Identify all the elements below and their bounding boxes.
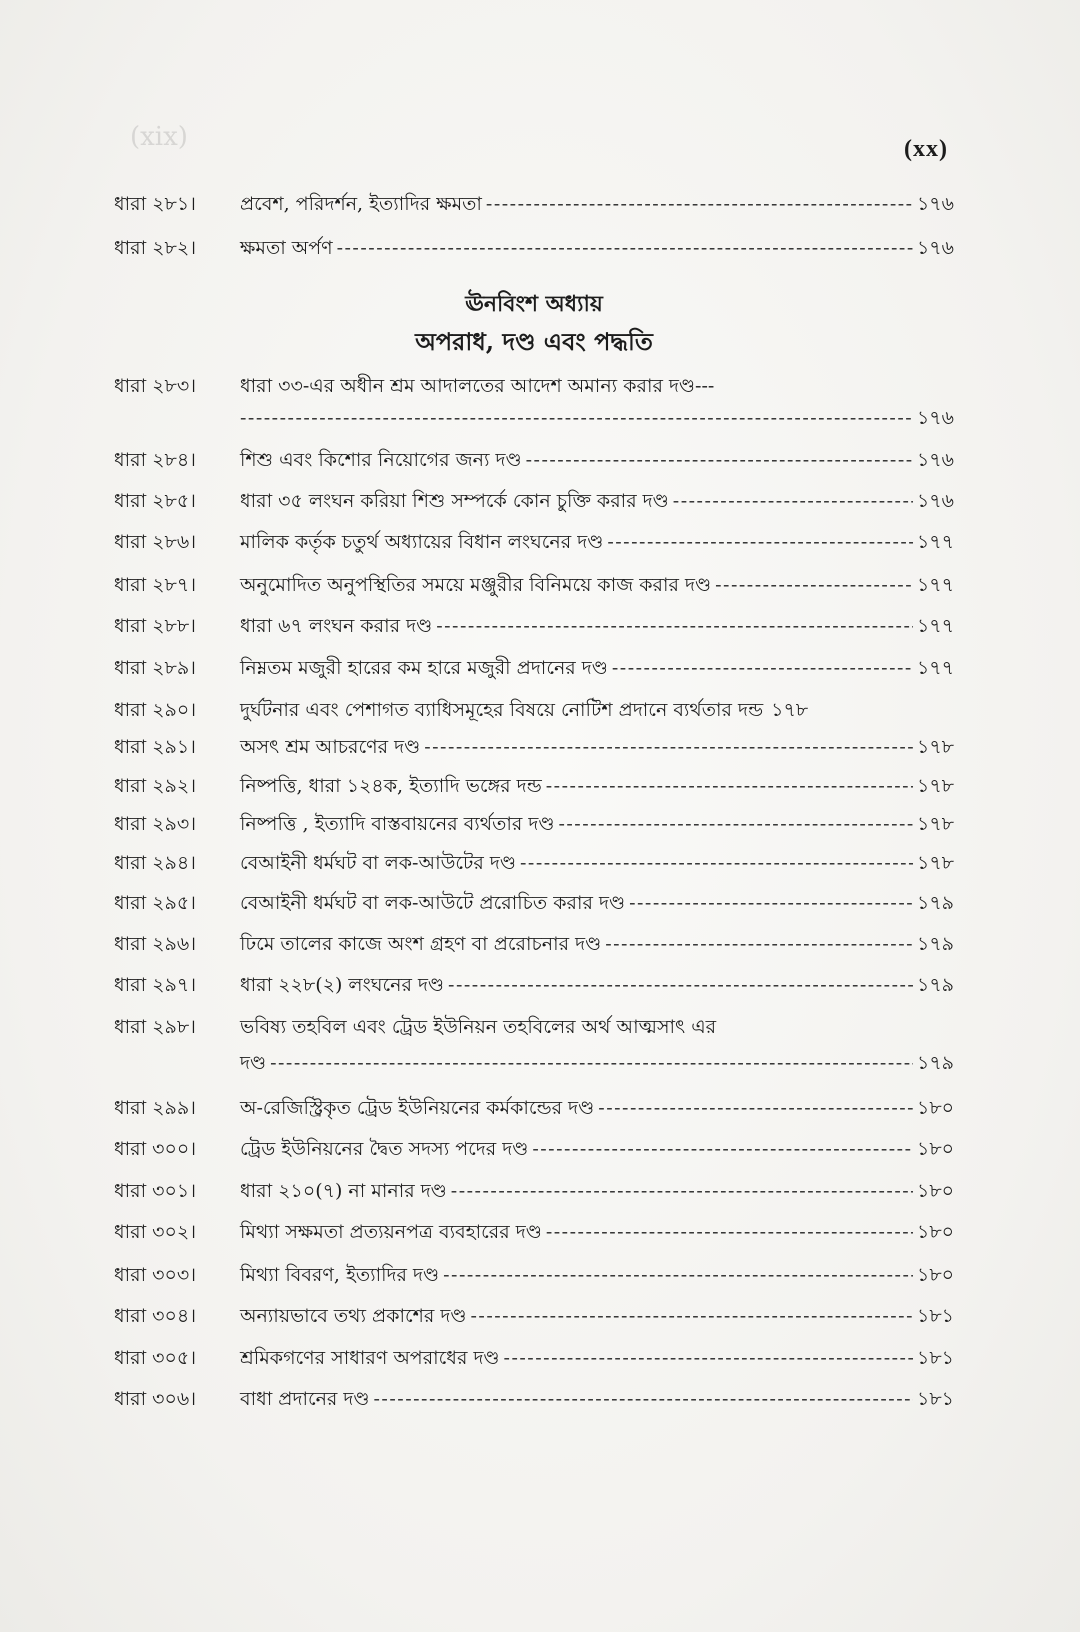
entry-title: মিথ্যা বিবরণ, ইত্যাদির দণ্ড: [240, 1264, 440, 1286]
entry-title: বেআইনী ধর্মঘট বা লক-আউটে প্ররোচিত করার দণ্ড: [240, 892, 626, 914]
toc-entry: [114, 571, 954, 603]
dot-leader: [673, 490, 913, 512]
chapter-title: অপরাধ, দণ্ড এবং পদ্ধতি: [415, 327, 653, 356]
toc-entry: [114, 612, 954, 644]
chapter-heading: ঊনবিংশ অধ্যায়: [465, 291, 603, 317]
section-number: ধারা ২৯২।: [114, 775, 196, 797]
entry-title: অন্যায়ভাবে তথ্য প্রকাশের দণ্ড: [240, 1305, 467, 1327]
section-number: ধারা ২৮৪।: [114, 449, 196, 471]
dot-leader: [443, 1264, 913, 1286]
toc-entry-continuation: [114, 1049, 954, 1081]
entry-title: ধারা ৬৭ লংঘন করার দণ্ড: [240, 615, 433, 637]
entry-page: ১৮০: [916, 1264, 954, 1286]
section-number: ধারা ২৯৫।: [114, 892, 196, 914]
entry-title: শিশু এবং কিশোর নিয়োগের জন্য দণ্ড: [240, 449, 522, 471]
toc-entry: [114, 234, 954, 266]
section-number: ধারা ৩০৬।: [114, 1388, 197, 1410]
toc-entry: [114, 190, 954, 222]
entry-title: নিষ্পত্তি , ইত্যাদি বাস্তবায়নের ব্যর্থতার দণ্ড: [240, 813, 555, 835]
section-number: ধারা ৩০২।: [114, 1221, 197, 1243]
section-number: ধারা ২৯৮।: [114, 1016, 196, 1038]
toc-entry: [114, 1218, 954, 1250]
dot-leader: [526, 449, 913, 471]
entry-title: মিথ্যা সক্ষমতা প্রত্যয়নপত্র ব্যবহারের দণ্ড: [240, 1221, 542, 1243]
toc-entry: [114, 1344, 954, 1376]
dot-leader: [240, 407, 913, 429]
section-number: ধারা ২৮৯।: [114, 657, 196, 679]
section-number: ধারা ২৯০।: [114, 699, 196, 721]
dot-leader: [470, 1305, 913, 1327]
dot-leader: [546, 1221, 913, 1243]
toc-entry: [114, 971, 954, 1003]
toc-entry-continuation: [114, 404, 954, 436]
section-number: ধারা ২৮৫।: [114, 490, 196, 512]
entry-page: ১৮১: [917, 1388, 954, 1410]
section-number: ধারা ২৯৩।: [114, 813, 196, 835]
entry-page: ১৭৭: [916, 531, 954, 553]
toc-entry: [114, 372, 954, 404]
toc-entry: [114, 1135, 954, 1167]
toc-entry: [114, 849, 954, 881]
entry-page: ১৭৬: [916, 193, 954, 215]
entry-page: ১৮১: [917, 1305, 954, 1327]
section-number: ধারা ২৮৭।: [114, 574, 196, 596]
entry-title: ধারা ২২৮(২) লংঘনের দণ্ড: [240, 974, 445, 996]
section-number: ধারা ২৮৩।: [114, 375, 196, 397]
entry-title: ধারা ৩৫ লংঘন করিয়া শিশু সম্পর্কে কোন চুক্তি করার দণ্ড: [240, 490, 669, 512]
entry-page: ১৭৮: [916, 813, 954, 835]
dot-leader: [605, 933, 913, 955]
toc-entry: [114, 446, 954, 478]
toc-entry: [114, 930, 954, 962]
entry-page: ১৭৬: [916, 449, 954, 471]
entry-title: অ-রেজিস্ট্রিকৃত ট্রেড ইউনিয়নের কর্মকান্ডের দণ্ড: [240, 1097, 595, 1119]
dot-leader: [337, 237, 913, 259]
entry-title: বেআইনী ধর্মঘট বা লক-আউটের দণ্ড: [240, 852, 516, 874]
entry-page: ১৭৯: [916, 1052, 954, 1074]
section-number: ধারা ২৮৮।: [114, 615, 196, 637]
entry-page: ১৭৬: [916, 490, 954, 512]
entry-page: ১৭৯: [916, 892, 954, 914]
section-number: ধারা ৩০১।: [114, 1180, 196, 1202]
entry-title: নিষ্পত্তি, ধারা ১২৪ক, ইত্যাদি ভঙ্গের দন্ড: [240, 775, 542, 797]
dot-leader: [598, 1097, 913, 1119]
section-number: ধারা ২৯৯।: [114, 1097, 196, 1119]
entry-page: ১৭৮: [916, 852, 954, 874]
dot-leader: [607, 531, 913, 553]
entry-title: ধারা ৩৩-এর অধীন শ্রম আদালতের আদেশ অমান্য করার দণ্ড---: [240, 375, 715, 397]
entry-title: শ্রমিকগণের সাধারণ অপরাধের দণ্ড: [240, 1347, 500, 1369]
section-number: ধারা ৩০৩।: [114, 1264, 197, 1286]
dot-leader: [424, 736, 913, 758]
entry-page: ১৭৯: [916, 933, 954, 955]
entry-title: মালিক কর্তৃক চতুর্থ অধ্যায়ের বিধান লংঘনের দণ্ড: [240, 531, 604, 553]
section-number: ধারা ২৯৬।: [114, 933, 196, 955]
entry-page: ১৭৮: [771, 699, 809, 721]
dot-leader: [520, 852, 913, 874]
entry-page: ১৭৭: [916, 574, 954, 596]
dot-leader: [436, 615, 913, 637]
dot-leader: [451, 1180, 913, 1202]
toc-entry: [114, 1261, 954, 1293]
entry-page: ১৭৯: [916, 974, 954, 996]
section-number: ধারা ২৯১।: [114, 736, 196, 758]
entry-title: ট্রেড ইউনিয়নের দ্বৈত সদস্য পদের দণ্ড: [240, 1138, 529, 1160]
toc-entry: [114, 1177, 954, 1209]
entry-title: অসৎ শ্রম আচরণের দণ্ড: [240, 736, 421, 758]
entry-title-continuation: দণ্ড: [240, 1052, 267, 1074]
dot-leader: [546, 775, 913, 797]
section-number: ধারা ২৮২।: [114, 237, 196, 259]
toc-entry: [114, 487, 954, 519]
entry-title: দুর্ঘটনার এবং পেশাগত ব্যাধিসমূহের বিষয়ে নোটিশ প্রদানে ব্যর্থতার দন্ড: [240, 699, 764, 721]
entry-page: ১৭৮: [916, 736, 954, 758]
toc-entry: [114, 810, 954, 842]
entry-title: নিম্নতম মজুরী হারের কম হারে মজুরী প্রদানের দণ্ড: [240, 657, 608, 679]
page-number: (xx): [904, 136, 948, 162]
entry-title: বাধা প্রদানের দণ্ড: [240, 1388, 370, 1410]
dot-leader: [532, 1138, 913, 1160]
section-number: ধারা ৩০০।: [114, 1138, 197, 1160]
dot-leader: [612, 657, 913, 679]
toc-entry: [114, 1385, 954, 1417]
entry-page: ১৭৮: [916, 775, 954, 797]
entry-page: ১৮০: [916, 1138, 954, 1160]
dot-leader: [715, 574, 913, 596]
toc-entry: [114, 1094, 954, 1126]
dot-leader: [558, 813, 913, 835]
entry-page: ১৮০: [916, 1180, 954, 1202]
entry-page: ১৭৭: [916, 615, 954, 637]
entry-page: ১৮১: [917, 1347, 954, 1369]
entry-title: ক্ষমতা অর্পণ: [240, 237, 333, 259]
dot-leader: [270, 1052, 913, 1074]
toc-entry: [114, 733, 954, 765]
toc-entry: [114, 654, 954, 686]
section-number: ধারা ২৯৭।: [114, 974, 196, 996]
toc-entry: [114, 1013, 954, 1045]
entry-title: ধারা ২১০(৭) না মানার দণ্ড: [240, 1180, 447, 1202]
entry-title: প্রবেশ, পরিদর্শন, ইত্যাদির ক্ষমতা: [240, 193, 482, 215]
toc-entry: [114, 772, 954, 804]
toc-entry: [114, 889, 954, 921]
entry-page: ১৭৭: [916, 657, 954, 679]
toc-entry: [114, 528, 954, 560]
entry-page: ১৮০: [916, 1097, 954, 1119]
dot-leader: [448, 974, 913, 996]
entry-page: ১৭৬: [916, 407, 954, 429]
dot-leader: [374, 1388, 913, 1410]
section-number: ধারা ৩০৫।: [114, 1347, 196, 1369]
entry-page: ১৭৬: [916, 237, 954, 259]
section-number: ধারা ২৮৬।: [114, 531, 196, 553]
section-number: ধারা ৩০৪।: [114, 1305, 196, 1327]
toc-entry: [114, 1302, 954, 1334]
entry-title: ভবিষ্য তহবিল এবং ট্রেড ইউনিয়ন তহবিলের অর্থ আত্মসাৎ এর: [240, 1016, 717, 1038]
section-number: ধারা ২৯৪।: [114, 852, 196, 874]
dot-leader: [504, 1347, 913, 1369]
dot-leader: [629, 892, 913, 914]
bleed-through-page-number: (xix): [130, 122, 188, 152]
toc-entry: [114, 696, 954, 728]
dot-leader: [486, 193, 913, 215]
entry-title: অনুমোদিত অনুপস্থিতির সময়ে মঞ্জুরীর বিনিময়ে কাজ করার দণ্ড: [240, 574, 712, 596]
section-number: ধারা ২৮১।: [114, 193, 196, 215]
entry-title: ঢিমে তালের কাজে অংশ গ্রহণ বা প্ররোচনার দণ্ড: [240, 933, 602, 955]
entry-page: ১৮০: [916, 1221, 954, 1243]
